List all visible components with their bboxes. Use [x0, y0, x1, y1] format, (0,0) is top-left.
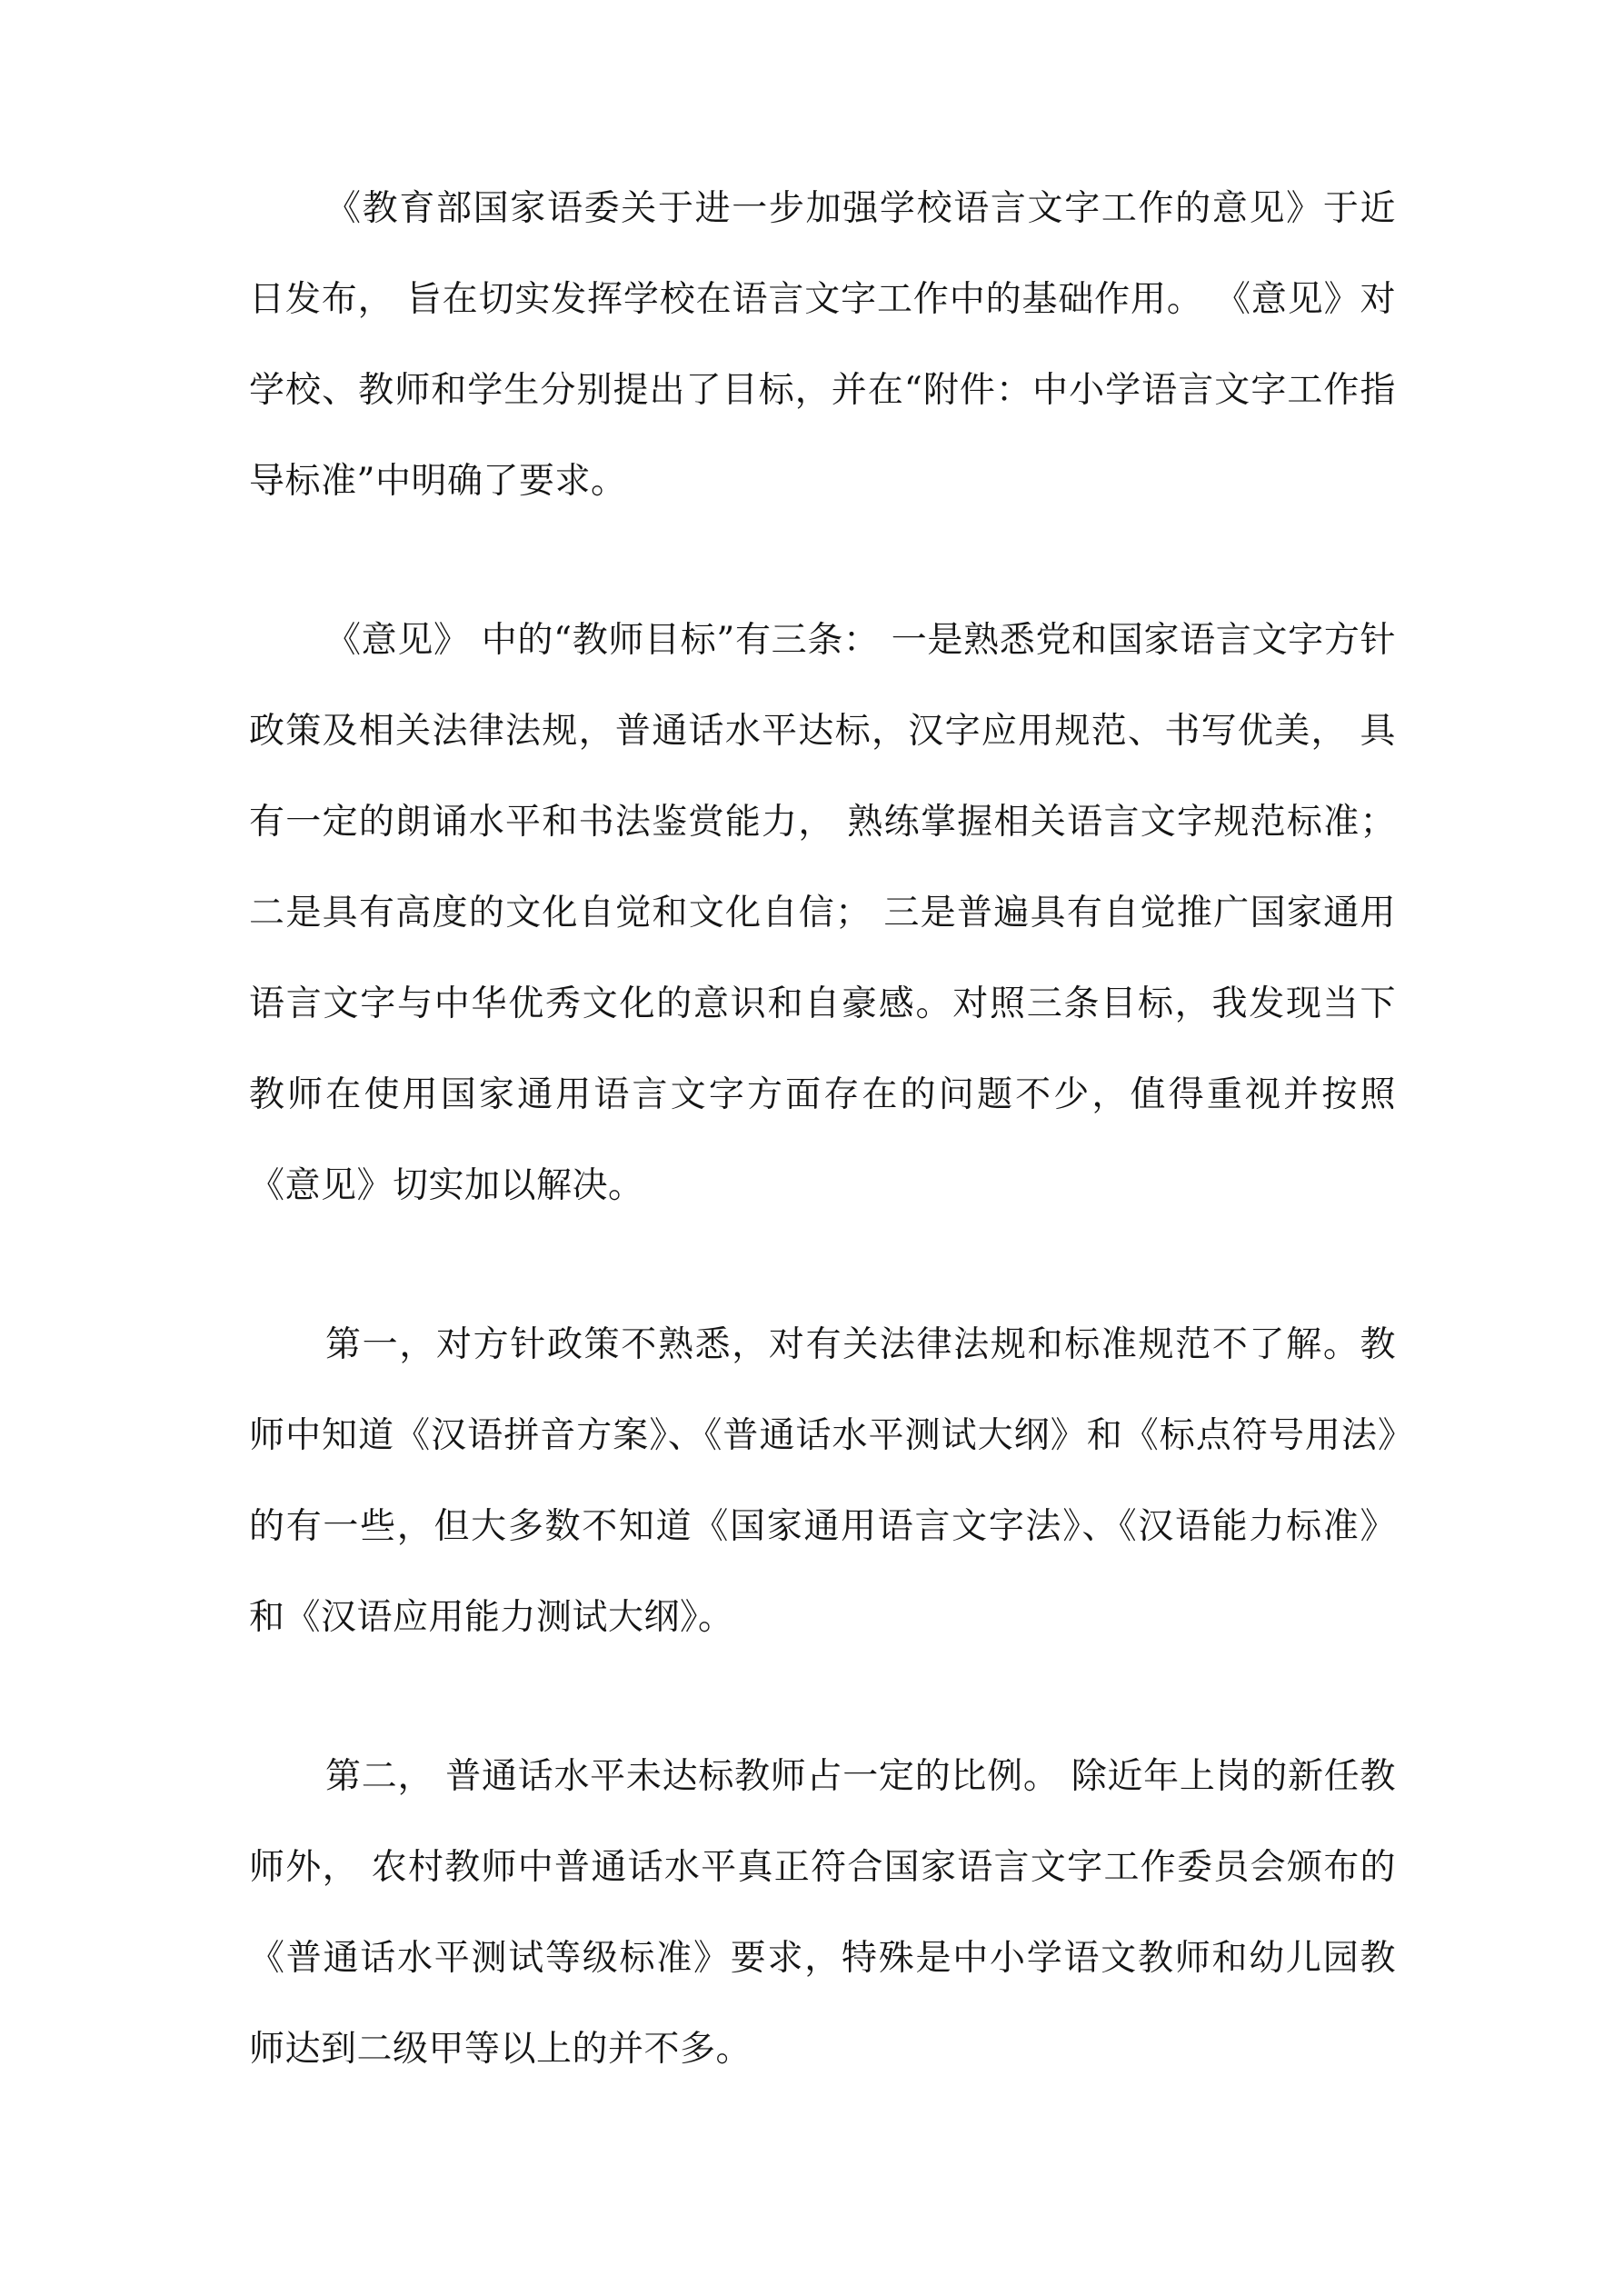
paragraph-3: 第一，对方针政策不熟悉，对有关法律法规和标准规范不了解。教师中知道《汉语拼音方案》、《普通话水平测试大纲》和《标点符号用法》的有一些，但大多数不知道《国家通用语言文字法》、《汉语能力标准》和《汉语应用能力测试大纲》。 [249, 1324, 1396, 1638]
paragraph-4: 第二， 普通话水平未达标教师占一定的比例。 除近年上岗的新任教师外， 农村教师中普通话水平真正符合国家语言文字工作委员会颁布的《普通话水平测试等级标准》要求，特殊是中小学语文教师和幼儿园教师达到二级甲等以上的并不多。 [249, 1756, 1396, 2070]
paragraph-1: 《教育部国家语委关于进一步加强学校语言文字工作的意见》于近日发布， 旨在切实发挥学校在语言文字工作中的基础作用。 《意见》对学校、教师和学生分别提出了目标，并在“附件：中小学语言文字工作指导标准”中明确了要求。 [249, 188, 1396, 502]
document-body [249, 164, 1396, 2163]
paragraph-2: 《意见》 中的“教师目标”有三条： 一是熟悉党和国家语言文字方针政策及相关法律法规，普通话水平达标，汉字应用规范、书写优美， 具有一定的朗诵水平和书法鉴赏能力， 熟练掌握相关语言文字规范标准； 二是具有高度的文化自觉和文化自信； 三是普遍具有自觉推广国家通用语言文字与中华优秀文化的意识和自豪感。对照三条目标，我发现当下教师在使用国家通用语言文字方面存在的问题不少，值得重视并按照《意见》切实加以解决。 [249, 620, 1396, 1206]
